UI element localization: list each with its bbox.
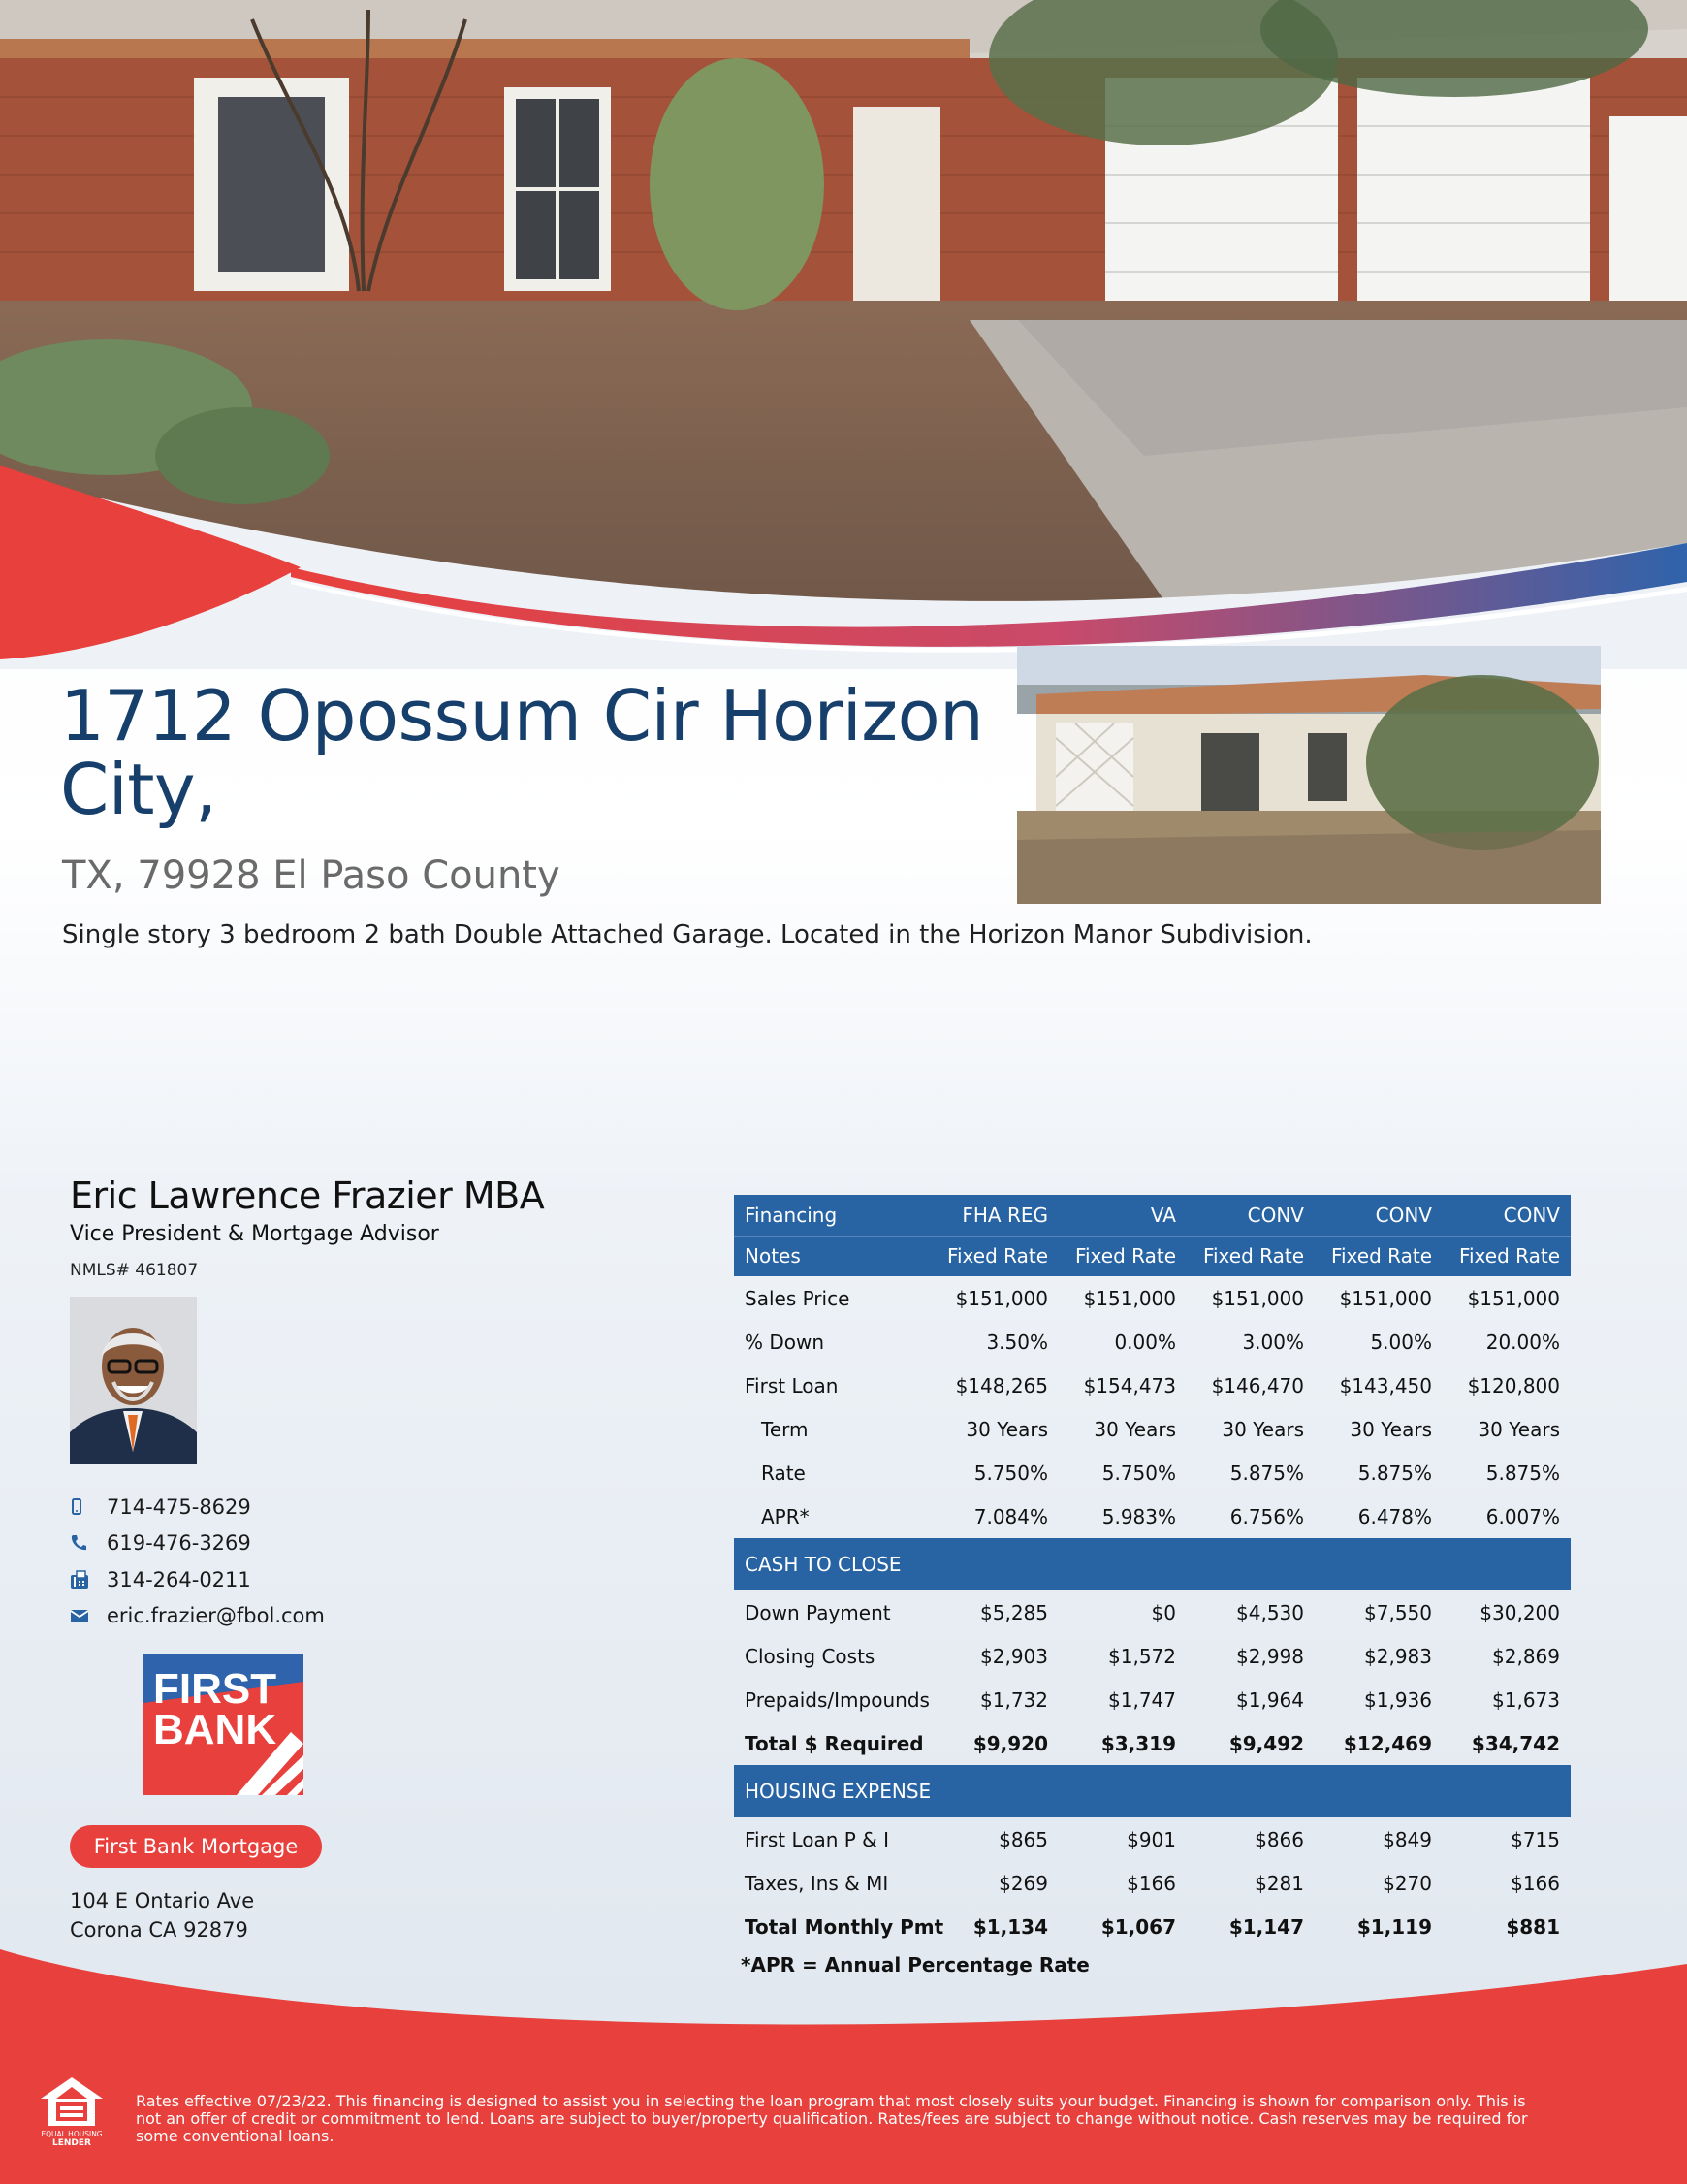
phone-icon (70, 1532, 107, 1554)
house-front-image (0, 0, 1687, 669)
table-cell: $1,936 (1364, 1687, 1432, 1712)
property-title: 1712 Opossum Cir Horizon City, (60, 675, 984, 830)
table-row (734, 1494, 1571, 1538)
table-row (734, 1678, 1571, 1721)
table-cell: 6.478% (1357, 1504, 1432, 1528)
table-row (734, 1861, 1571, 1905)
table-cell: $281 (1255, 1871, 1304, 1895)
table-cell: $151,000 (1211, 1286, 1304, 1310)
table-cell: $0 (1151, 1600, 1176, 1624)
table-cell: 3.50% (986, 1330, 1048, 1354)
agent-title: Vice President & Mortgage Advisor (70, 1222, 439, 1246)
table-header-cell: Fixed Rate (1315, 1236, 1443, 1276)
table-cell: $2,998 (1236, 1644, 1304, 1668)
table-cell: $151,000 (1467, 1286, 1560, 1310)
contact-text: 619-476-3269 (107, 1531, 251, 1556)
table-cell: $2,869 (1492, 1644, 1560, 1668)
table-cell: $2,983 (1364, 1644, 1432, 1668)
table-cell: $715 (1511, 1827, 1560, 1851)
agent-headshot-image (70, 1297, 197, 1464)
table-cell: 3.00% (1242, 1330, 1304, 1354)
table-header-cell: VA (1059, 1195, 1187, 1236)
table-cell: $865 (999, 1827, 1048, 1851)
contact-text: eric.frazier@fbol.com (107, 1604, 325, 1628)
table-section-header (734, 1765, 1571, 1817)
table-cell: $151,000 (955, 1286, 1048, 1310)
table-cell: $1,732 (980, 1687, 1048, 1712)
address-line: 104 E Ontario Ave (70, 1889, 255, 1912)
contact-list (70, 1489, 613, 1634)
table-cell: $154,473 (1083, 1373, 1176, 1397)
table-cell: $4,530 (1236, 1600, 1304, 1624)
property-location: TX, 79928 El Paso County (62, 853, 560, 898)
row-label: Term (761, 1417, 809, 1441)
table-cell: $151,000 (1339, 1286, 1432, 1310)
table-row (734, 1634, 1571, 1678)
row-label: APR* (761, 1504, 810, 1528)
table-cell: $143,450 (1339, 1373, 1432, 1397)
agent-nmls: NMLS# 461807 (70, 1261, 199, 1280)
row-label: Down Payment (745, 1600, 891, 1624)
table-row (734, 1407, 1571, 1451)
table-cell: 5.983% (1101, 1504, 1176, 1528)
table-cell: $166 (1511, 1871, 1560, 1895)
apr-footnote: *APR = Annual Percentage Rate (741, 1953, 1090, 1976)
table-cell: $12,469 (1343, 1731, 1432, 1755)
table-row (734, 1817, 1571, 1861)
table-cell: $34,742 (1471, 1731, 1560, 1755)
table-header-cell: Fixed Rate (1187, 1236, 1315, 1276)
table-cell: $1,747 (1108, 1687, 1176, 1712)
row-label: Taxes, Ins & MI (745, 1871, 889, 1895)
table-header-row (734, 1195, 1571, 1236)
table-row (734, 1905, 1571, 1948)
table-cell: $269 (999, 1871, 1048, 1895)
table-cell: 5.875% (1229, 1461, 1304, 1485)
first-bank-logo (143, 1654, 303, 1795)
table-cell: $849 (1383, 1827, 1432, 1851)
address-line: Corona CA 92879 (70, 1918, 248, 1942)
row-label: First Loan (745, 1373, 839, 1397)
row-label: Closing Costs (745, 1644, 875, 1668)
table-header-cell: Fixed Rate (931, 1236, 1059, 1276)
table-cell: 30 Years (966, 1417, 1048, 1441)
table-cell: 30 Years (1222, 1417, 1304, 1441)
row-label: First Loan P & I (745, 1827, 890, 1851)
table-header-cell: CONV (1443, 1195, 1571, 1236)
table-header-cell: CONV (1315, 1195, 1443, 1236)
logo-text-bank: BANK (153, 1706, 277, 1753)
table-cell: $901 (1127, 1827, 1176, 1851)
row-label: Total Monthly Pmt (745, 1914, 944, 1939)
backyard-photo (1017, 646, 1601, 904)
table-cell: $30,200 (1480, 1600, 1560, 1624)
disclaimer-text: Rates effective 07/23/22. This financing is designed to assist you in selecting the loan program that most closely suits your budget. Financing is shown for comparison only. This is not an offer of credit or commitment to lend. Loans are subject to buyer/property qualification. Rates/fees are subject to change without notice. Cash reserves may be required for some conventional loans. (136, 2092, 1528, 2145)
contact-text: 714-475-8629 (107, 1494, 251, 1519)
table-header-row (734, 1236, 1571, 1276)
table-cell: 30 Years (1350, 1417, 1432, 1441)
table-cell: $148,265 (955, 1373, 1048, 1397)
table-cell: $1,147 (1228, 1914, 1304, 1939)
table-cell: 7.084% (973, 1504, 1048, 1528)
row-label: Rate (761, 1461, 806, 1485)
company-name-badge[interactable]: First Bank Mortgage (70, 1825, 322, 1868)
table-row (734, 1590, 1571, 1634)
table-cell: 6.007% (1485, 1504, 1560, 1528)
table-header-cell: Financing (734, 1195, 931, 1236)
property-description: Single story 3 bedroom 2 bath Double Attached Garage. Located in the Horizon Manor Subdivision. (62, 920, 1313, 949)
table-cell: $2,903 (980, 1644, 1048, 1668)
table-cell: $166 (1127, 1871, 1176, 1895)
section-title: HOUSING EXPENSE (734, 1765, 1571, 1817)
table-cell: $1,673 (1492, 1687, 1560, 1712)
table-header-cell: Notes (734, 1236, 931, 1276)
table-cell: 5.875% (1485, 1461, 1560, 1485)
table-cell: $881 (1506, 1914, 1560, 1939)
contact-phone[interactable] (70, 1526, 613, 1562)
envelope-icon (70, 1605, 107, 1626)
agent-name: Eric Lawrence Frazier MBA (70, 1174, 545, 1217)
row-label: Total $ Required (745, 1731, 924, 1755)
table-cell: 30 Years (1094, 1417, 1176, 1441)
table-row (734, 1451, 1571, 1494)
table-cell: $866 (1255, 1827, 1304, 1851)
logo-text-first: FIRST (153, 1665, 277, 1713)
table-cell: $1,067 (1100, 1914, 1176, 1939)
table-cell: 30 Years (1478, 1417, 1560, 1441)
table-cell: $5,285 (980, 1600, 1048, 1624)
table-cell: 5.750% (1101, 1461, 1176, 1485)
eh-logo-text: LENDER (52, 2138, 91, 2147)
contact-email[interactable] (70, 1598, 613, 1635)
table-cell: $270 (1383, 1871, 1432, 1895)
table-cell: $1,964 (1236, 1687, 1304, 1712)
agent-headshot (70, 1297, 197, 1464)
table-cell: 6.756% (1229, 1504, 1304, 1528)
backyard-image (1017, 646, 1601, 904)
equal-housing-lender-icon (39, 2075, 105, 2147)
contact-fax[interactable] (70, 1561, 613, 1598)
table-row (734, 1276, 1571, 1320)
table-header-cell: Fixed Rate (1443, 1236, 1571, 1276)
table-cell: $7,550 (1364, 1600, 1432, 1624)
fax-icon (70, 1569, 107, 1590)
table-cell: $1,134 (972, 1914, 1048, 1939)
row-label: % Down (745, 1330, 825, 1354)
table-cell: $146,470 (1211, 1373, 1304, 1397)
table-cell: 5.875% (1357, 1461, 1432, 1485)
table-section-header (734, 1538, 1571, 1590)
table-cell: $3,319 (1100, 1731, 1176, 1755)
company-address (70, 1886, 254, 1944)
table-cell: 20.00% (1485, 1330, 1560, 1354)
table-cell: $9,492 (1228, 1731, 1304, 1755)
table-cell: $151,000 (1083, 1286, 1176, 1310)
table-cell: $120,800 (1467, 1373, 1560, 1397)
table-cell: 5.750% (973, 1461, 1048, 1485)
table-row (734, 1364, 1571, 1407)
hero-photo (0, 0, 1687, 669)
contact-mobile[interactable] (70, 1489, 613, 1526)
table-row (734, 1320, 1571, 1364)
row-label: Sales Price (745, 1286, 850, 1310)
footer-band (0, 1949, 1687, 2184)
eh-logo-text: EQUAL HOUSING (41, 2130, 103, 2138)
table-cell: $1,119 (1356, 1914, 1432, 1939)
section-title: CASH TO CLOSE (734, 1538, 1571, 1590)
financing-table (734, 1195, 1571, 1948)
row-label: Prepaids/Impounds (745, 1687, 930, 1712)
table-header-cell: Fixed Rate (1059, 1236, 1187, 1276)
table-cell: 5.00% (1370, 1330, 1432, 1354)
table-cell: 0.00% (1114, 1330, 1176, 1354)
table-cell: $1,572 (1108, 1644, 1176, 1668)
table-header-cell: FHA REG (931, 1195, 1059, 1236)
table-row (734, 1721, 1571, 1765)
mobile-phone-icon (70, 1496, 107, 1518)
contact-text: 314-264-0211 (107, 1567, 251, 1591)
table-cell: $9,920 (972, 1731, 1048, 1755)
table-header-cell: CONV (1187, 1195, 1315, 1236)
